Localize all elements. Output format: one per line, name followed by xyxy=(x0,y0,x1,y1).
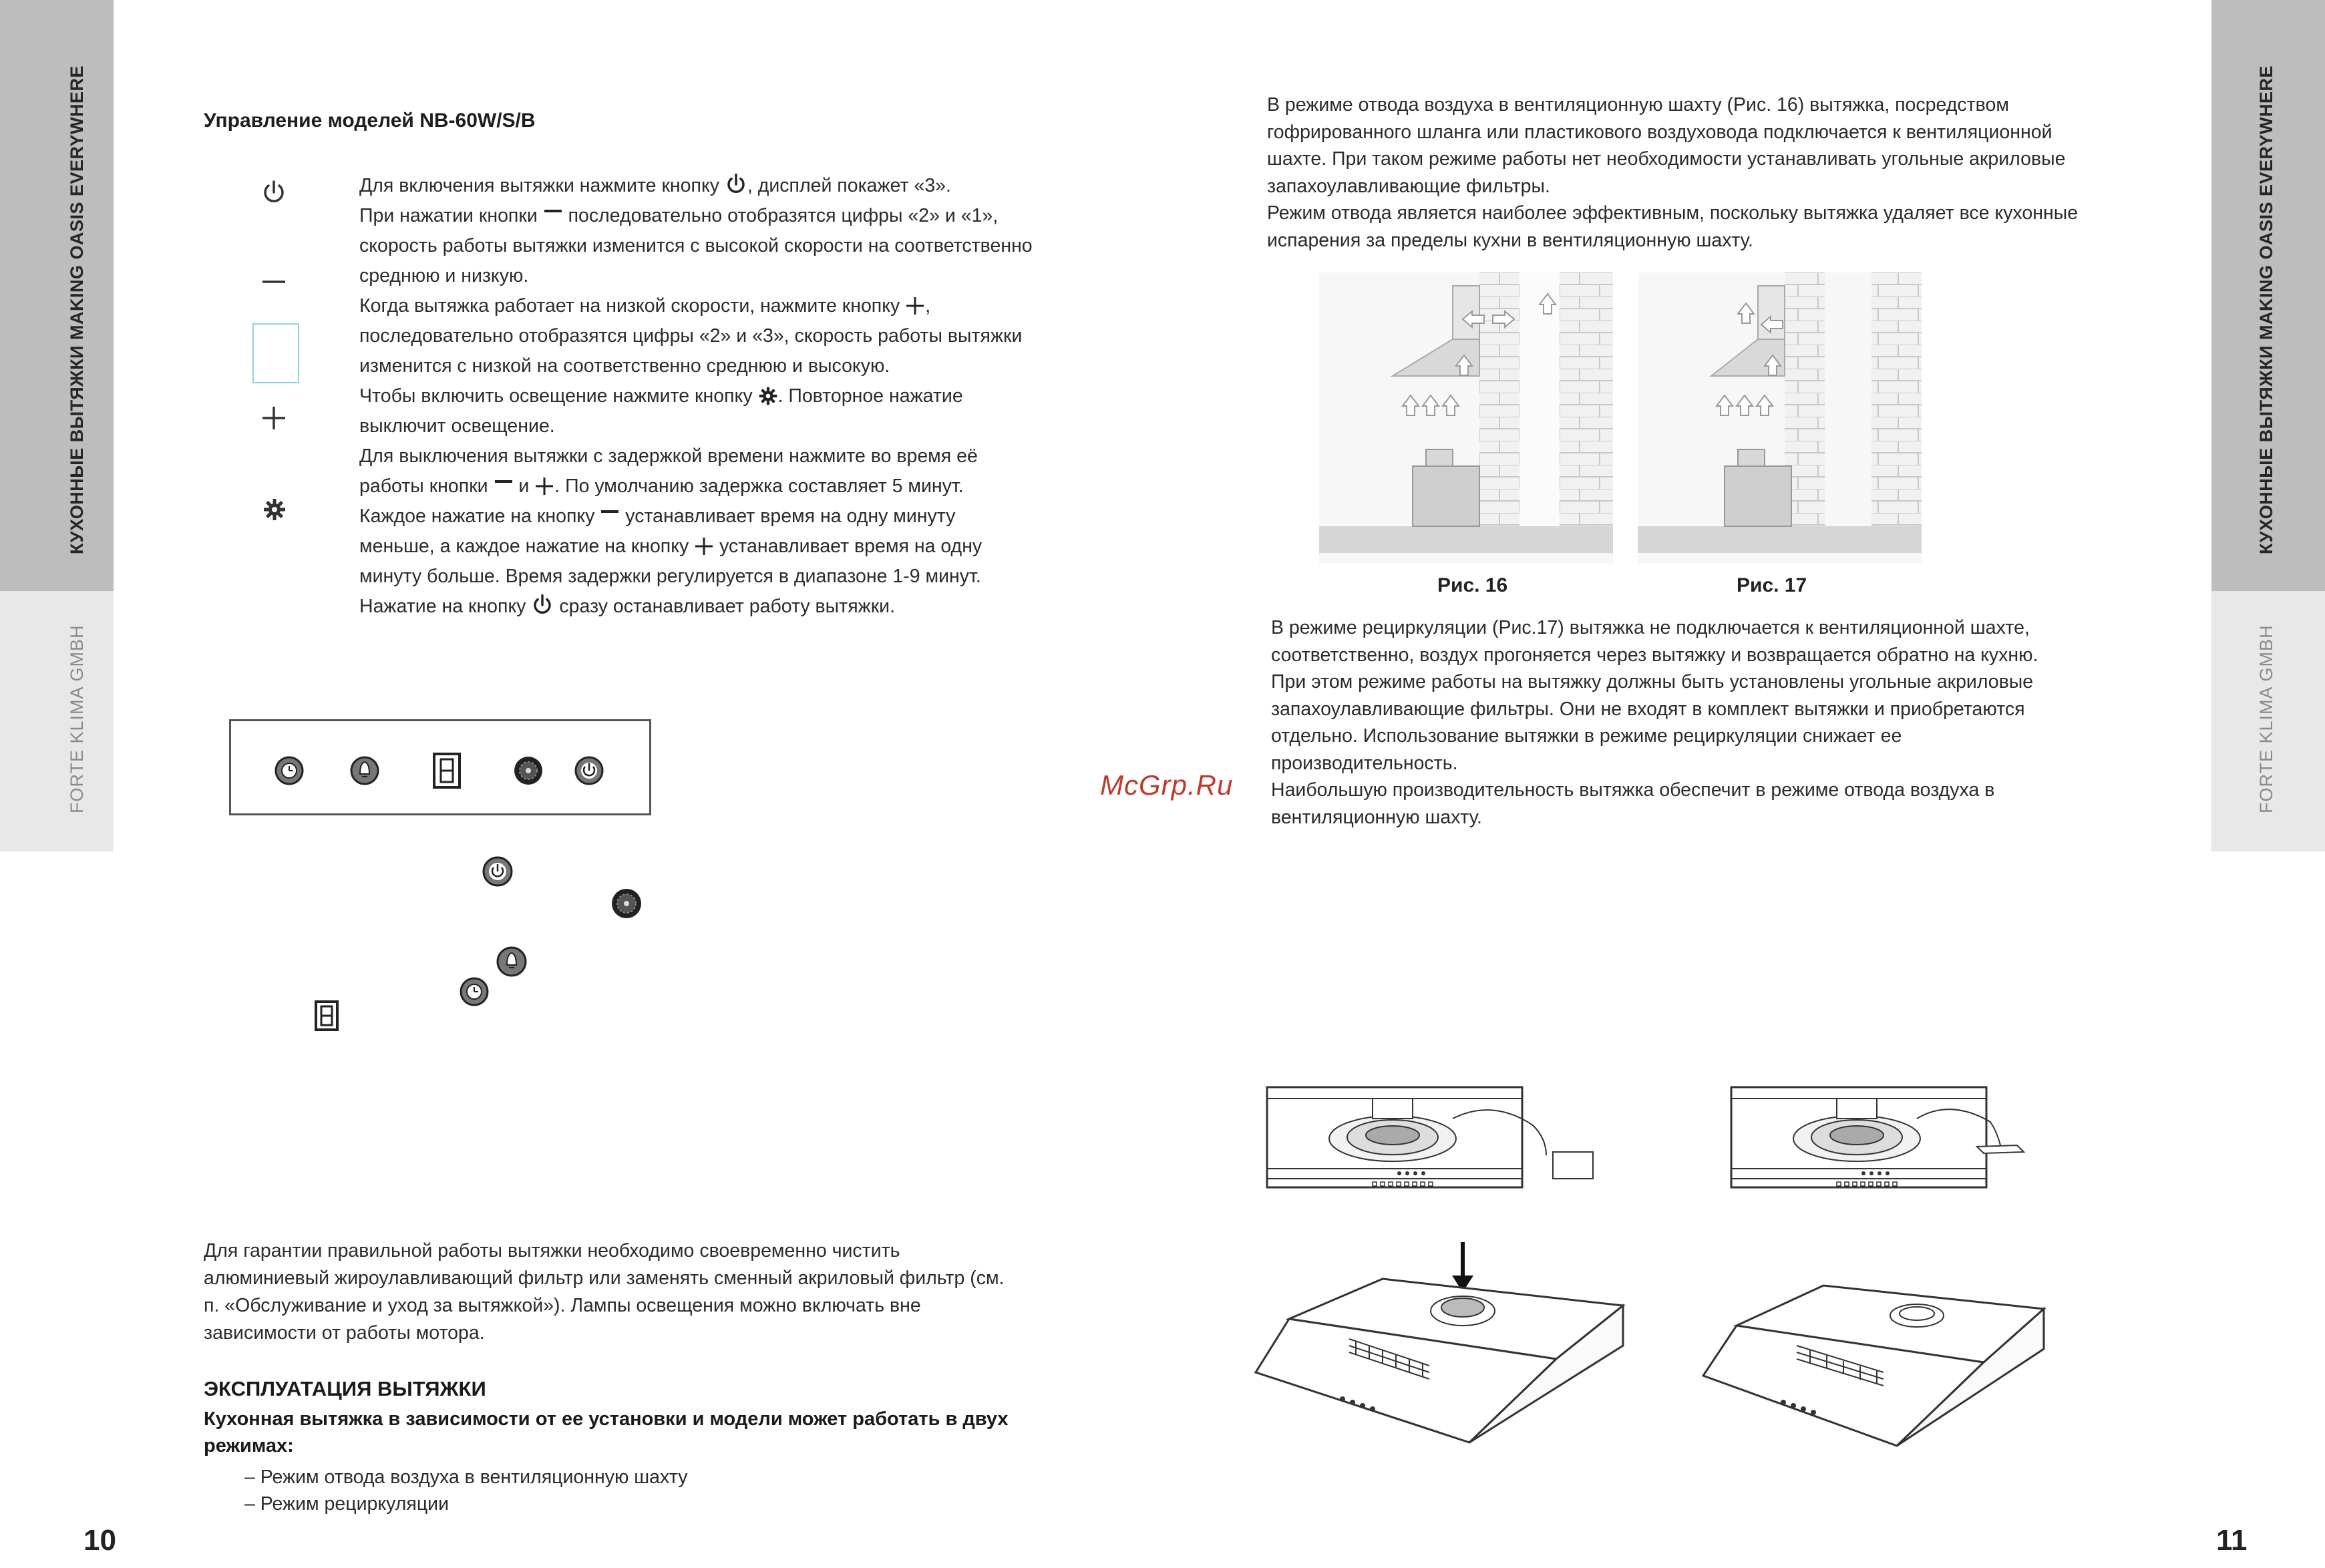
section-subheading-line: режимах: xyxy=(204,1435,294,1456)
gear-light-icon xyxy=(758,385,778,407)
warranty-paragraph xyxy=(204,1237,1005,1347)
instructions-text xyxy=(359,171,1033,622)
instruction-line xyxy=(359,291,1033,321)
section-subheading xyxy=(204,1406,1008,1459)
instruction-line xyxy=(359,321,1033,351)
left-sidebar-brand-text: КУХОННЫЕ ВЫТЯЖКИ MAKING OASIS EVERYWHERE xyxy=(67,65,87,554)
instruction-line xyxy=(359,441,1033,471)
instruction-line xyxy=(359,471,1033,502)
instruction-text: Для выключения вытяжки с задержкой времени нажмите во время её xyxy=(359,445,978,467)
power-icon xyxy=(260,179,287,206)
left-sidebar-company-tab xyxy=(0,591,114,851)
instruction-line xyxy=(359,562,1033,592)
figure-17-recirculation-illustration xyxy=(1638,272,1922,564)
instruction-text: изменится с низкой на соответственно среднюю и высокую. xyxy=(359,355,890,377)
hood-exhaust-front-drawing xyxy=(1266,1085,1613,1199)
instruction-line xyxy=(359,261,1033,291)
instruction-text: , xyxy=(925,295,931,317)
minus-icon xyxy=(494,475,514,497)
instruction-line xyxy=(359,351,1033,381)
instruction-text: . По умолчанию задержка составляет 5 минут. xyxy=(554,475,964,497)
warranty-line: п. «Обслуживание и уход за вытяжкой»). Лампы освещения можно включать вне xyxy=(204,1295,921,1316)
minus-icon xyxy=(600,506,620,527)
figure-16-exhaust-illustration xyxy=(1319,272,1613,564)
instruction-line xyxy=(359,411,1033,441)
instruction-line xyxy=(359,532,1033,562)
instruction-text: . Повторное нажатие xyxy=(777,385,963,407)
power-icon xyxy=(481,855,514,888)
hood-recirculation-front-drawing xyxy=(1730,1085,2077,1199)
instruction-line xyxy=(359,381,1033,411)
timer-icon xyxy=(458,975,491,1008)
power-icon xyxy=(531,596,554,617)
instruction-text: последовательно отобразятся цифры «2» и «3», скорость работы вытяжки xyxy=(359,325,1023,347)
instruction-text: сразу останавливает работу вытяжки. xyxy=(554,596,896,617)
instruction-text: и xyxy=(513,475,535,497)
gear-light-icon xyxy=(262,498,287,522)
timer-icon xyxy=(276,757,303,784)
instruction-text: минуту больше. Время задержки регулируется в диапазоне 1-9 минут. xyxy=(359,566,981,587)
plus-icon xyxy=(260,405,287,431)
plus-icon xyxy=(694,536,714,557)
figure-17-caption: Рис. 17 xyxy=(1737,574,1807,596)
recirc-line: соответственно, воздух прогоняется через вытяжку и возвращается обратно на кухню. xyxy=(1271,644,2038,666)
exhaust-line: шахте. При таком режиме работы нет необходимости устанавливать угольные акриловые xyxy=(1267,148,2066,170)
fan-icon xyxy=(610,887,643,920)
instruction-text: Каждое нажатие на кнопку xyxy=(359,506,600,527)
plus-icon xyxy=(905,295,925,317)
instruction-text: работы кнопки xyxy=(359,475,494,497)
instruction-text: устанавливает время на одну xyxy=(714,536,982,557)
mode-list-item: – Режим рециркуляции xyxy=(244,1493,449,1515)
power-icon xyxy=(725,175,747,196)
display-icon xyxy=(314,1000,341,1032)
instruction-text: Нажатие на кнопку xyxy=(359,596,532,617)
section-subheading-line: Кухонная вытяжка в зависимости от ее установки и модели может работать в двух xyxy=(204,1408,1009,1430)
instruction-line xyxy=(359,592,1033,622)
exhaust-line: испарения за пределы кухни в вентиляционную шахту. xyxy=(1267,229,1753,251)
instruction-line xyxy=(359,201,1033,231)
left-sidebar-company-text: FORTE KLIMA GMBH xyxy=(67,624,87,813)
watermark: McGrp.Ru xyxy=(1100,769,1234,801)
plus-icon xyxy=(534,475,554,497)
display-indicator-box xyxy=(252,323,299,383)
warranty-line: алюминиевый жироулавливающий фильтр или заменять сменный акриловый фильтр (см. xyxy=(204,1267,1005,1289)
recirculation-paragraph xyxy=(1271,614,2038,831)
hood-exhaust-perspective-drawing xyxy=(1249,1239,1636,1459)
control-panel-buttons xyxy=(229,719,651,815)
instruction-text: Для включения вытяжки нажмите кнопку xyxy=(359,175,725,196)
power-button-icon xyxy=(576,757,602,784)
instruction-text: последовательно отобразятся цифры «2» и «1», xyxy=(562,205,999,226)
page-title: Управление моделей NB-60W/S/B xyxy=(204,110,536,132)
instruction-text: Когда вытяжка работает на низкой скорости, нажмите кнопку xyxy=(359,295,906,317)
instruction-text: меньше, а каждое нажатие на кнопку xyxy=(359,536,695,557)
exhaust-line: запахоулавливающие фильтры. xyxy=(1267,175,1550,197)
right-sidebar-company-text: FORTE KLIMA GMBH xyxy=(2256,624,2276,813)
instruction-text: скорость работы вытяжки изменится с высокой скорости на соответственно xyxy=(359,235,1033,256)
instruction-text: выключит освещение. xyxy=(359,415,555,437)
minus-icon xyxy=(260,275,287,288)
exhaust-mode-paragraph xyxy=(1267,91,2078,254)
instruction-line xyxy=(359,231,1033,261)
warranty-line: Для гарантии правильной работы вытяжки необходимо своевременно чистить xyxy=(204,1240,900,1261)
light-button-icon xyxy=(495,945,528,978)
minus-icon xyxy=(543,205,563,226)
left-sidebar-brand-tab xyxy=(0,0,114,591)
exhaust-line: Режим отвода является наиболее эффективным, поскольку вытяжка удаляет все кухонные xyxy=(1267,202,2079,224)
light-button-icon xyxy=(351,757,378,784)
recirc-line: запахоулавливающие фильтры. Они не входят в комплект вытяжки и приобретаются xyxy=(1271,698,2025,720)
section-heading: ЭКСПЛУАТАЦИЯ ВЫТЯЖКИ xyxy=(204,1377,486,1400)
exhaust-line: В режиме отвода воздуха в вентиляционную шахту (Рис. 16) вытяжка, посредством xyxy=(1267,94,2009,116)
page-number-left: 10 xyxy=(83,1524,116,1557)
warranty-line: зависимости от работы мотора. xyxy=(204,1322,485,1344)
instruction-line xyxy=(359,502,1033,532)
instruction-text: среднюю и низкую. xyxy=(359,265,529,286)
exhaust-line: гофрированного шланга или пластикового воздуховода подключается к вентиляционной xyxy=(1267,121,2052,143)
figure-16-caption: Рис. 16 xyxy=(1437,574,1508,596)
hood-recirculation-perspective-drawing xyxy=(1696,1269,2057,1462)
recirc-line: Наибольшую производительность вытяжка обеспечит в режиме отвода воздуха в xyxy=(1271,779,1995,801)
recirc-line: производительность. xyxy=(1271,752,1458,774)
instruction-text: , дисплей покажет «3». xyxy=(747,175,951,196)
instruction-text: Чтобы включить освещение нажмите кнопку xyxy=(359,385,758,407)
recirc-line: отдельно. Использование вытяжки в режиме рециркуляции снижает ее xyxy=(1271,725,1902,747)
display-icon xyxy=(434,754,460,787)
page-number-right: 11 xyxy=(2216,1524,2248,1557)
recirc-line: При этом режиме работы на вытяжку должны быть установлены угольные акриловые xyxy=(1271,671,2034,693)
instruction-text: При нажатии кнопки xyxy=(359,205,543,226)
fan-icon xyxy=(514,757,542,785)
mode-list-item: – Режим отвода воздуха в вентиляционную шахту xyxy=(244,1466,688,1488)
instruction-text: устанавливает время на одну минуту xyxy=(620,506,956,527)
recirc-line: вентиляционную шахту. xyxy=(1271,806,1482,828)
recirc-line: В режиме рециркуляции (Рис.17) вытяжка не подключается к вентиляционной шахте, xyxy=(1271,617,2030,638)
instruction-line xyxy=(359,171,1033,201)
right-sidebar-brand-text: КУХОННЫЕ ВЫТЯЖКИ MAKING OASIS EVERYWHERE xyxy=(2256,65,2276,554)
